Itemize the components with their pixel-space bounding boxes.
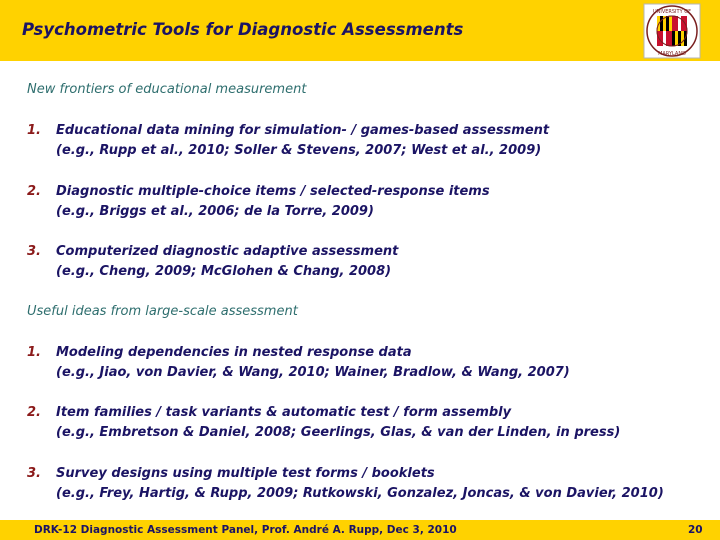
list-item [27,464,664,504]
item-number: 3. [27,466,41,481]
list-item [27,343,570,383]
item-text: Educational data mining for simulation- / games-based assessment [56,123,550,138]
item-reference: (e.g., Rupp et al., 2010; Soller & Stevens, 2007; West et al., 2009) [56,143,542,158]
list-item [27,242,398,282]
item-reference: (e.g., Frey, Hartig, & Rupp, 2009; Rutkowski, Gonzalez, Joncas, & von Davier, 2010) [56,486,664,501]
item-number: 3. [27,244,41,259]
item-number: 1. [27,345,41,360]
svg-text:UNIVERSITY OF: UNIVERSITY OF [652,9,692,15]
page-number: 20 [688,524,703,536]
item-text: Item families / task variants & automatic test / form assembly [56,405,512,420]
item-text: Diagnostic multiple-choice items / selected-response items [56,184,490,199]
section-heading-large-scale: Useful ideas from large-scale assessment [27,304,298,319]
header-band [0,0,720,61]
svg-text:MARYLAND: MARYLAND [658,51,686,57]
list-item [27,121,549,161]
section-heading-new-frontiers: New frontiers of educational measurement [27,82,307,97]
header-divider [0,61,720,63]
item-reference: (e.g., Briggs et al., 2006; de la Torre, 2009) [56,204,374,219]
footer-text: DRK-12 Diagnostic Assessment Panel, Prof. André A. Rupp, Dec 3, 2010 [34,524,457,536]
item-reference: (e.g., Cheng, 2009; McGlohen & Chang, 2008) [56,264,392,279]
item-text: Modeling dependencies in nested response data [56,345,412,360]
university-seal-logo [643,3,701,59]
slide-title: Psychometric Tools for Diagnostic Assessments [22,20,464,39]
item-reference: (e.g., Jiao, von Davier, & Wang, 2010; Wainer, Bradlow, & Wang, 2007) [56,365,570,380]
item-text: Survey designs using multiple test forms / booklets [56,466,435,481]
item-number: 2. [27,405,41,420]
item-text: Computerized diagnostic adaptive assessment [56,244,399,259]
footer-band [0,520,720,540]
item-number: 1. [27,123,41,138]
item-reference: (e.g., Embretson & Daniel, 2008; Geerlings, Glas, & van der Linden, in press) [56,425,621,440]
item-number: 2. [27,184,41,199]
list-item [27,182,490,222]
list-item [27,403,620,443]
